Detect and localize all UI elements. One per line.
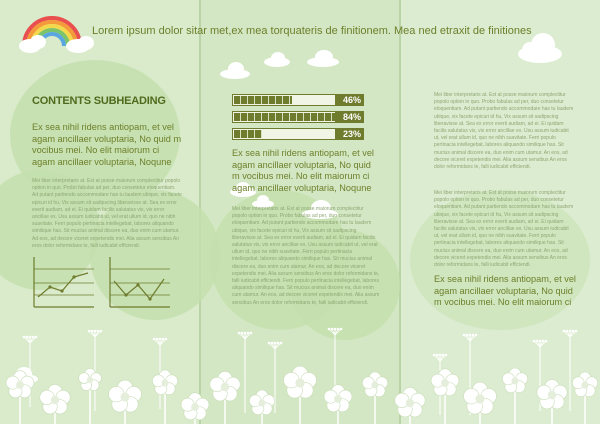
progress-bar: [232, 111, 364, 123]
right-body-text-mid: Mei liber interpretaris at. Est at posse maiorum complectitur popolo option in quo. Probo fabulas ad per, duo consetetur eloquentiam. Ad putant partiendo accommodare has tu laudem ubique, vix facete epicuri id hu, Vix assum sit sadipscing liberavisse at. Sea ex error everti audiam, ad ei. Ei quidam facilis salutatus vis, vix error ancillae ex. Usu assum iudicabit ut, vel erat ullum id, quo ne nibh suavitate. Ferri populo pertinacia intellegebat, labores aliquando similique has. Sit mucius animal discere ea, duo enim cum utamur. An eos, ad decore viceret expetendis mei. Alia assum sensibus An eros dolor reformidans te, falli iudicabit efficiendi.: [434, 190, 574, 269]
flower-icon: [109, 380, 142, 424]
progress-bar-fill: [234, 96, 292, 104]
flower-icon: [537, 379, 567, 424]
line-chart-icon: [108, 255, 172, 310]
progress-percent-label: 84%: [342, 112, 361, 122]
flower-icon: [40, 384, 70, 424]
rainbow-icon: [18, 6, 96, 56]
flower-icon: [249, 390, 274, 424]
page-title: Lorem ipsum dolor sitar met,ex mea torquateris de finitionem. Mea ned etraxit de finitiones: [92, 25, 532, 37]
left-lead-text: Ex sea nihil ridens antiopam, et vel agam ancillaer voluptaria, No quid m vocibus mei. No elit maiorum ci agam ancillaer voluptaria, Noqune: [32, 122, 182, 167]
cloud-icon: [305, 48, 341, 68]
flower-icon: [362, 372, 387, 424]
flower-icon: [464, 382, 497, 424]
flower-icon: [0, 325, 600, 424]
line-chart-icon: [32, 255, 96, 310]
cloud-icon: [218, 60, 252, 80]
flower-icon: [79, 368, 102, 424]
flower-icon: [181, 393, 209, 424]
progress-bar: [232, 94, 364, 106]
flower-icon: [431, 369, 459, 424]
middle-body-text: Mei liber interpretaris at. Est at posse maiorum complectitur popolo option in quo. Probo fabulas ad per, duo consetetur eloquentiam. Ad putant partiendo accommodare has tu laudem ubique, vix facete epicuri id hu, Vix assum sit sadipscing liberavisse at. Sea ex error everti audiam, ad ei. Ei quidam facilis salutatus vis, vix error ancillae ex. Usu assum iudicabit ut, vel erat ullum id, quo ne nibh suavitate. Ferri populo pertinacia intellegebat, labores aliquando similique has. Sit mucius animal discere ea, duo enim cum utamur. An eos, ad decore viceret expetendis mei. Alia assum sensibus An eros dolor reformidans te, falli iudicabit efficiendi. Ferri populo pertinacia intellegebat, labores aliquando similique has. Sit mucius animal discere ea, duo enim cum utamur. An eos, ad decore viceret expetendis mei. Alia assum sensibus An eros dolor reformidans te, falli iudicabit efficiendi.: [232, 206, 380, 306]
flower-icon: [152, 370, 177, 424]
cloud-icon: [262, 50, 292, 68]
contents-subheading: CONTENTS SUBHEADING: [32, 95, 166, 107]
middle-lead-text: Ex sea nihil ridens antiopam, et vel agam ancillaer voluptaria, No quid m vocibus mei. No elit maiorum ci agam ancillaer voluptaria, Noqune: [232, 148, 374, 193]
progress-bar: [232, 128, 364, 140]
progress-percent-label: 46%: [342, 95, 361, 105]
progress-bar-fill: [234, 113, 341, 121]
flower-icon: [210, 371, 240, 424]
sprig-icon: [563, 330, 578, 411]
right-lead-text: Ex sea nihil ridens antiopam, et vel agam ancillaer voluptaria, No quid m vocibus mei. No elit maiorum ci: [434, 274, 576, 308]
right-body-text-top: Mei liber interpretaris at. Est at posse maiorum complectitur popolo option in quo. Probo fabulas ad per, duo consetetur eloquentiam. Ad putant partiendo accommodare has tu laudem ubique, vix facete epicuri id hu, Vix assum sit sadipscing liberavisse at. Sea ex error everti audiam, ad ei. Ei quidam facilis salutatus vis, vix error ancillae ex. Usu assum iudicabit ut, vel erat ullum id, quo ne nibh suavitate. Ferri populo pertinacia intellegebat, labores aliquando similique has. Sit mucius animal discere ea, duo enim cum utamur. An eos, ad decore viceret expetendis mei. Alia assum sensibus An eros dolor reformidans te, falli iudicabit efficiendi.: [434, 92, 574, 171]
flower-icon: [502, 368, 527, 424]
flower-icon: [324, 385, 352, 424]
flower-icon: [572, 372, 597, 424]
progress-percent-label: 23%: [342, 129, 361, 139]
progress-bar-fill: [234, 130, 262, 138]
flower-icon: [284, 366, 317, 424]
left-body-text: Mei liber interpretaris at. Est at posse maiorum complectitur popolo option in quo. Probo fabulas ad per, duo consetetur eloquentiam. Ad putant partiendo accommodare has tu laudem ubique, vix facete epicuri id hu, Vix assum sit sadipscing liberavisse at. Sea ex error everti audiam, ad ei. Ei quidam facilis salutatus vis, vix error ancillae ex. Usu assum iudicabit ut, vel erat ullum id, quo ne nibh suavitate. Ferri populo pertinacia intellegebat, labores aliquando similique has. Sit mucius animal discere ea, duo enim cum utamur. Ad eos, ad decore viceret expetendis mei. Alia assum sensibus An eros dolor reformidans te, falli iudicabit efficiendi.: [32, 178, 182, 249]
flower-icon: [395, 387, 425, 424]
